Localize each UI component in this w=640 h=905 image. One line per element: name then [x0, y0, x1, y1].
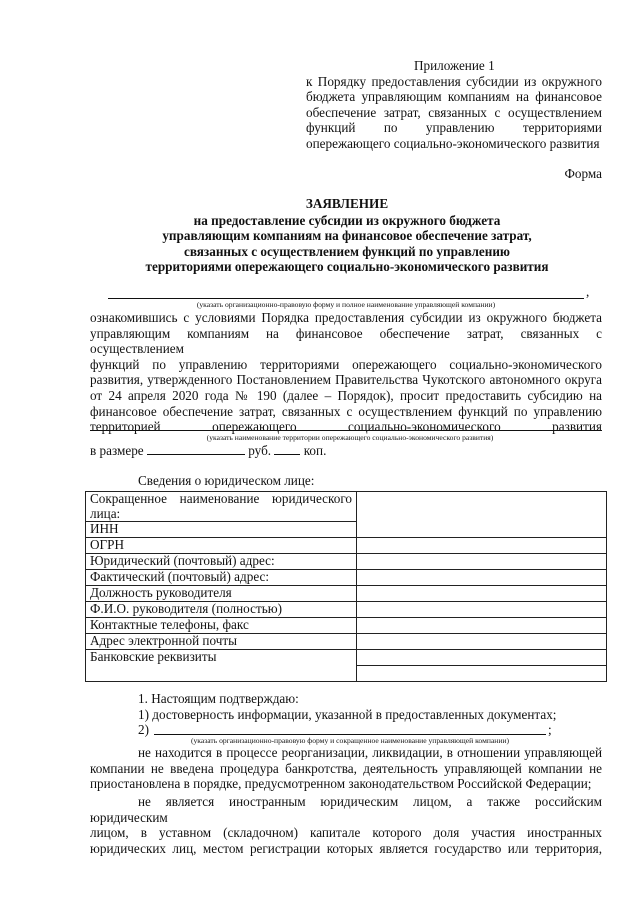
heading-line: территориями опережающего социально-экономического развития: [145, 259, 549, 275]
confirm-item-1: 1) достоверность информации, указанной в предоставленных документах;: [138, 706, 557, 722]
document-heading: [92, 196, 602, 275]
paragraph-line: управляющим компаниям на финансовое обеспечение затрат, связанных с осуществлением: [90, 325, 602, 357]
amount-kop-label: коп.: [303, 443, 327, 458]
paragraph-line: не является иностранным юридическим лицом, а также российским юридическим: [90, 794, 602, 825]
table-row: [86, 634, 607, 650]
table-value-cell[interactable]: [357, 492, 607, 538]
main-paragraph: [90, 310, 602, 435]
table-row: [86, 586, 607, 602]
appendix-line: функций по управлению территориями: [306, 120, 602, 136]
table-row: [86, 650, 607, 666]
amount-line: [90, 443, 326, 459]
confirm-item-2: [138, 722, 149, 738]
paragraph-line: компании не введена процедура банкротства, деятельность управляющей компании не: [90, 760, 602, 776]
table-label: Банковские реквизиты: [86, 650, 357, 682]
company-name-hint: (указать организационно-правовую форму и полное наименование управляющей компании): [196, 300, 496, 309]
paragraph-line: приостановлена в порядке, предусмотренном законодательством Российской Федерации;: [90, 776, 592, 792]
paragraph-line: юридических лиц, местом регистрации которых является государство или территория,: [90, 840, 602, 856]
paragraph-line: лицом, в уставном (складочном) капитале которого доля участия иностранных: [90, 825, 602, 841]
confirm-item-2-prefix: 2): [138, 722, 149, 737]
table-label: Ф.И.О. руководителя (полностью): [86, 602, 357, 618]
amount-rub-field[interactable]: [147, 443, 245, 455]
table-row: [86, 618, 607, 634]
paragraph-line: развития, утвержденного Постановлением Правительства Чукотского автономного округа: [90, 372, 602, 388]
table-label: ОГРН: [86, 538, 357, 554]
heading-title: ЗАЯВЛЕНИЕ: [305, 196, 389, 211]
company-name-fill-line[interactable]: [108, 298, 584, 299]
table-label: Должность руководителя: [86, 586, 357, 602]
table-value-cell[interactable]: [357, 666, 607, 682]
paragraph-line: от 24 апреля 2020 года № 190 (далее – Порядок), просит предоставить субсидию на: [90, 387, 602, 403]
table-value-cell[interactable]: [357, 634, 607, 650]
table-value-cell[interactable]: [357, 538, 607, 554]
confirm-title: 1. Настоящим подтверждаю:: [138, 691, 299, 706]
amount-prefix: в размере: [90, 443, 144, 458]
table-value-cell[interactable]: [357, 586, 607, 602]
paragraph-line: функций по управлению территориями опережающего социально-экономического: [90, 356, 602, 372]
table-row: [86, 602, 607, 618]
form-label: Форма: [564, 166, 602, 181]
table-value-cell[interactable]: [357, 618, 607, 634]
table-row: [86, 554, 607, 570]
heading-line: связанных с осуществлением функций по управлению: [184, 243, 510, 259]
appendix-line: обеспечение затрат, связанных с осуществлением: [306, 104, 602, 120]
table-row: [86, 492, 607, 522]
legal-entity-table: [85, 491, 607, 682]
appendix-header: [306, 58, 602, 152]
confirm-item-2-suffix: ;: [548, 722, 552, 737]
table-label: Юридический (почтовый) адрес:: [86, 554, 357, 570]
confirmation-section: [90, 691, 602, 722]
table-row: [86, 538, 607, 554]
table-value-cell[interactable]: [357, 570, 607, 586]
comma: ,: [586, 284, 590, 299]
heading-line: управляющим компаниям на финансовое обеспечение затрат,: [162, 228, 532, 244]
territory-fill-line[interactable]: [90, 430, 602, 431]
paragraph-line: ознакомившись с условиями Порядка предоставления субсидии из окружного бюджета: [90, 310, 602, 325]
heading-line: на предоставление субсидии из окружного бюджета: [193, 212, 501, 228]
confirm-item-2-fill-line[interactable]: [154, 734, 546, 735]
confirm-item-2-hint: (указать организационно-правовую форму и сокращенное наименование управляющей компании): [190, 736, 510, 745]
paragraph-line: финансовое обеспечение затрат, связанных с осуществлением функций по управлению: [90, 403, 602, 419]
legal-info-title: Сведения о юридическом лице:: [138, 473, 315, 488]
table-label: Адрес электронной почты: [86, 634, 357, 650]
confirm-paragraph-2: [90, 794, 602, 856]
table-value-cell[interactable]: [357, 650, 607, 666]
table-label: Контактные телефоны, факс: [86, 618, 357, 634]
table-label: ИНН: [86, 522, 357, 538]
table-row: [86, 570, 607, 586]
table-value-cell[interactable]: [357, 554, 607, 570]
appendix-title: Приложение 1: [414, 58, 495, 73]
paragraph-line: территорией опережающего социально-экономического развития: [90, 419, 602, 435]
appendix-line: опережающего социально-экономического развития: [306, 135, 600, 151]
table-value-cell[interactable]: [357, 602, 607, 618]
amount-kop-field[interactable]: [274, 443, 300, 455]
confirm-paragraph-1: [90, 745, 602, 792]
table-label: Фактический (почтовый) адрес:: [86, 570, 357, 586]
territory-hint: (указать наименование территории опережающего социально-экономического развития): [206, 433, 494, 442]
appendix-line: к Порядку предоставления субсидии из окружного: [306, 73, 602, 89]
appendix-line: бюджета управляющим компаниям на финансовое: [306, 89, 602, 105]
table-label: Сокращенное наименование юридического лица:: [86, 492, 357, 522]
paragraph-line: не находится в процессе реорганизации, ликвидации, в отношении управляющей: [138, 745, 602, 760]
amount-rub-label: руб.: [248, 443, 272, 458]
